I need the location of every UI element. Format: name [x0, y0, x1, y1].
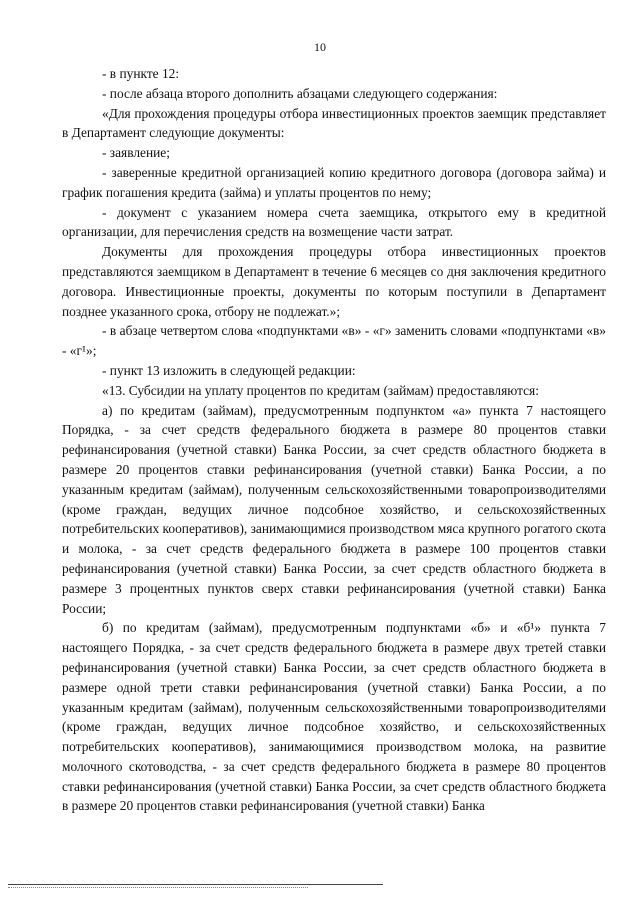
paragraph: «13. Субсидии на уплату процентов по кредитам (займам) предоставляются:: [102, 382, 539, 398]
paragraph: а) по кредитам (займам), предусмотренным подпунктом «а» пункта 7 настоящего Порядка, - за счет средств федерального бюджета в размере 80 процентов ставки рефинансирования (учетной ставки) Банка России, за счет средств областного бюджета в размере 20 процентов ставки рефинансирования (учетной ставки) Банка России, а по указанным кредитам (займам), полученным сельскохозяйственными товаропроизводителями (кроме граждан, ведущих личное подсобное хозяйство, и сельскохозяйственных потребительских кооперативов), занимающимися производством мяса крупного рогатого скота и молока, - за счет средств федерального бюджета в размере 100 процентов ставки рефинансирования (учетной ставки) Банка России, за счет средств областного бюджета в размере 3 процентных пунктов сверх ставки рефинансирования (учетной ставки) Банка России;: [62, 402, 606, 616]
paragraph: «Для прохождения процедуры отбора инвестиционных проектов заемщик представляет в Департамент следующие документы:: [62, 105, 606, 141]
paragraph: - заявление;: [102, 145, 170, 161]
paragraph: - в пункте 12:: [102, 66, 180, 81]
paragraph: Документы для прохождения процедуры отбора инвестиционных проектов представляются заемщиком в Департамент в течение 6 месяцев со дня заключения кредитного договора. Инвестиционные проекты, документы по которым поступили в Департамент позднее указанного срока, отбору не подлежат.»;: [62, 244, 606, 319]
paragraph: - заверенные кредитной организацией копию кредитного договора (договора займа) и график погашения кредита (займа) и уплаты процентов по нему;: [62, 164, 606, 200]
paragraph: - пункт 13 изложить в следующей редакции:: [102, 362, 356, 378]
paragraph: б) по кредитам (займам), предусмотренным подпунктами «б» и «б¹» пункта 7 настоящего Порядка, - за счет средств федерального бюджета в размере двух третей ставки рефинансирования (учетной ставки) Банка России, за счет средств областного бюджета в размере одной трети ставки рефинансирования (учетной ставки) Банка России, а по указанным кредитам (займам), полученным сельскохозяйственными товаропроизводителями (кроме граждан, ведущих личное подсобное хозяйство, и сельскохозяйственных потребительских кооперативов), занимающимися производством молока, на развитие молочного скотоводства, - за счет средств федерального бюджета в размере 80 процентов ставки рефинансирования (учетной ставки) Банка России, за счет средств областного бюджета в размере 20 процентов ставки рефинансирования (учетной ставки) Банка: [62, 620, 606, 814]
paragraph: - после абзаца второго дополнить абзацами следующего содержания:: [102, 85, 498, 101]
scan-edge-line: [8, 884, 383, 885]
scan-edge-line: [8, 887, 308, 888]
document-body: [62, 64, 606, 816]
page-number: 10: [314, 40, 326, 54]
paragraph: - документ с указанием номера счета заемщика, открытого ему в кредитной организации, для перечисления средств на возмещение части затрат.: [62, 204, 606, 240]
paragraph: - в абзаце четвертом слова «подпунктами «в» - «г» заменить словами «подпунктами «в» - «г¹»;: [62, 323, 606, 359]
